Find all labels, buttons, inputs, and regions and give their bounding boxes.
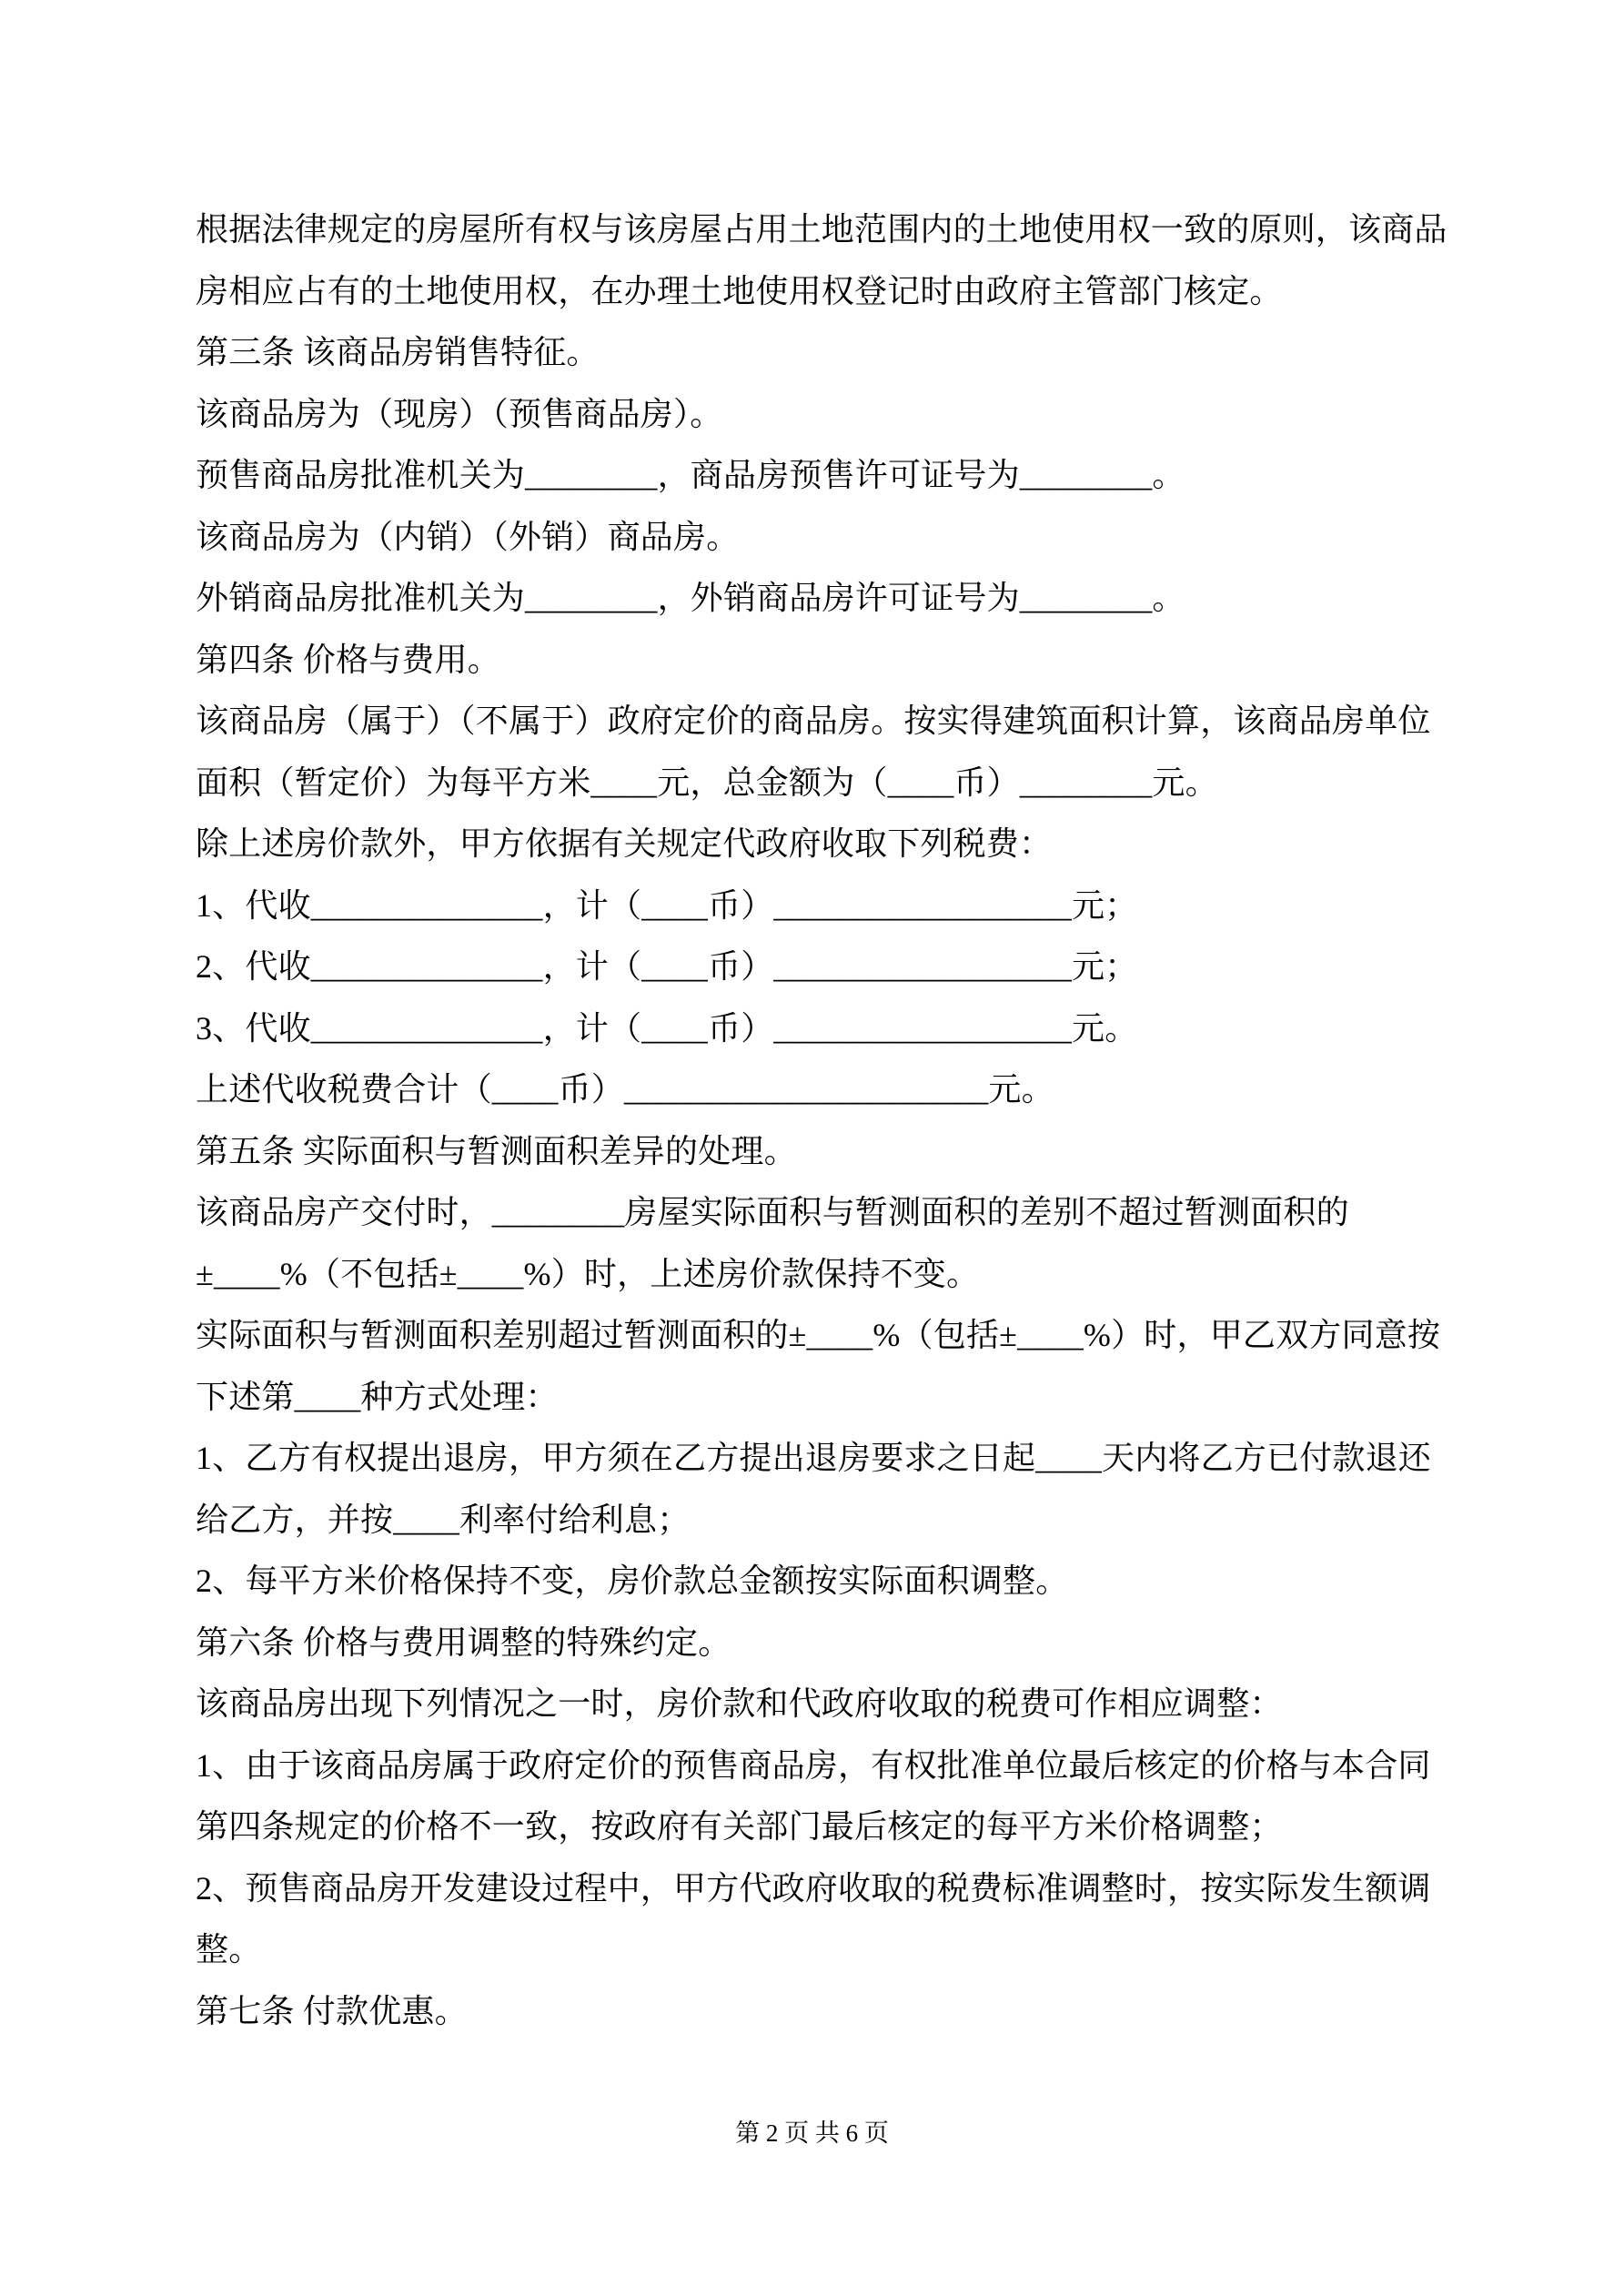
document-line: 该商品房为（内销）（外销）商品房。 <box>196 518 740 555</box>
document-line: 第七条 付款优惠。 <box>196 1992 468 2029</box>
document-line: 第四条 价格与费用。 <box>196 641 501 678</box>
document-line: 第四条规定的价格不一致，按政府有关部门最后核定的每平方米价格调整； <box>196 1808 1283 1845</box>
document-line: 第五条 实际面积与暂测面积差异的处理。 <box>196 1132 797 1169</box>
document-line: 面积（暂定价）为每平方米____元，总金额为（____币）________元。 <box>196 764 1218 801</box>
document-line: 2、每平方米价格保持不变，房价款总金额按实际面积调整。 <box>196 1563 1069 1599</box>
document-line: 第三条 该商品房销售特征。 <box>196 334 600 370</box>
document-line: 该商品房出现下列情况之一时，房价款和代政府收取的税费可作相应调整： <box>196 1685 1283 1722</box>
document-line: 上述代收税费合计（____币）______________________元。 <box>196 1071 1054 1108</box>
document-line: 该商品房产交付时，________房屋实际面积与暂测面积的差别不超过暂测面积的 <box>196 1194 1349 1230</box>
document-line: 1、乙方有权提出退房，甲方须在乙方提出退房要求之日起____天内将乙方已付款退还 <box>196 1440 1432 1476</box>
document-line: 第六条 价格与费用调整的特殊约定。 <box>196 1623 731 1661</box>
document-line: 该商品房为（现房）（预售商品房）。 <box>196 395 723 432</box>
document-line: 1、由于该商品房属于政府定价的预售商品房，有权批准单位最后核定的价格与本合同 <box>196 1746 1431 1784</box>
document-line: 该商品房（属于）（不属于）政府定价的商品房。按实得建筑面积计算，该商品房单位 <box>196 703 1431 739</box>
page-number-footer: 第 2 页 共 6 页 <box>735 2119 889 2147</box>
document-line: 下述第____种方式处理： <box>196 1378 559 1415</box>
document-line: 给乙方，并按____利率付给利息； <box>196 1501 691 1538</box>
document-line: 预售商品房批准机关为________，商品房预售许可证号为________。 <box>196 457 1185 493</box>
document-line: 除上述房价款外，甲方依据有关规定代政府收取下列税费： <box>196 825 1053 862</box>
contract-body <box>196 199 1460 2042</box>
document-line: 根据法律规定的房屋所有权与该房屋占用土地范围内的土地使用权一致的原则，该商品 <box>196 211 1447 248</box>
document-line: 房相应占有的土地使用权，在办理土地使用权登记时由政府主管部门核定。 <box>196 272 1283 309</box>
document-line: 2、预售商品房开发建设过程中，甲方代政府收取的税费标准调整时，按实际发生额调 <box>196 1869 1431 1907</box>
document-line: 2、代收______________，计（____币）__________________元； <box>196 948 1138 985</box>
document-line: 1、代收______________，计（____币）__________________元； <box>196 886 1138 924</box>
document-line: ±____%（不包括±____%）时，上述房价款保持不变。 <box>196 1255 980 1292</box>
document-line: 3、代收______________，计（____币）__________________元。 <box>196 1009 1138 1047</box>
document-line: 外销商品房批准机关为________，外销商品房许可证号为________。 <box>196 580 1185 616</box>
document-line: 实际面积与暂测面积差别超过暂测面积的±____%（包括±____%）时，甲乙双方同意按 <box>196 1317 1441 1353</box>
document-line: 整。 <box>196 1931 262 1967</box>
